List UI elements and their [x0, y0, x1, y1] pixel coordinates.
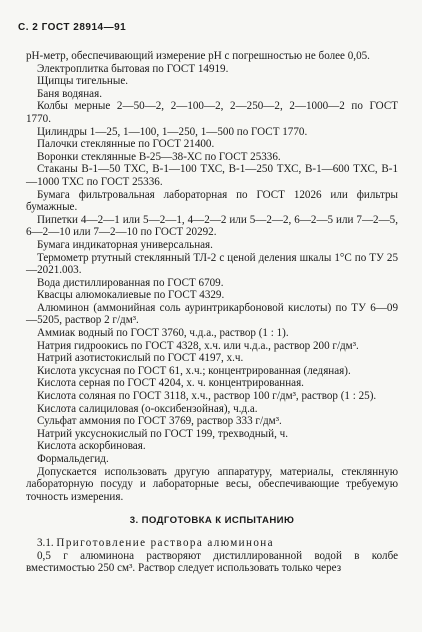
subsection-text: 0,5 г алюминона растворяют дистиллированной водой в колбе вместимостью 250 см³. Раствор следует использовать только через: [26, 549, 398, 575]
document-body: [26, 50, 398, 575]
paragraph: Аммиак водный по ГОСТ 3760, ч.д.а., раствор (1 : 1).: [37, 327, 289, 340]
paragraph: Сульфат аммония по ГОСТ 3769, раствор 333 г/дм³.: [37, 415, 282, 428]
paragraph: Кислота аскорбиновая.: [37, 440, 146, 453]
subsection-heading: [26, 537, 398, 550]
paragraph: Пипетки 4—2—1 или 5—2—1, 4—2—2 или 5—2—2, 6—2—5 или 7—2—5, 6—2—10 или 7—2—10 по ГОСТ 20292.: [26, 213, 398, 239]
paragraph: рН-метр, обеспечивающий измерение рН с погрешностью не более 0,05.: [26, 50, 370, 62]
paragraph: Кислота соляная по ГОСТ 3118, х.ч., раствор 100 г/дм³, раствор (1 : 25).: [37, 390, 377, 403]
paragraph: Формальдегид.: [37, 453, 109, 465]
paragraph: Колбы мерные 2—50—2, 2—100—2, 2—250—2, 2—1000—2 по ГОСТ 1770.: [26, 100, 398, 125]
section-title: 3. ПОДГОТОВКА К ИСПЫТАНИЮ: [129, 515, 295, 527]
paragraph: Кислота салициловая (о-оксибензойная), ч.д.а.: [37, 402, 258, 415]
paragraph: Цилиндры 1—25, 1—100, 1—250, 1—500 по ГОСТ 1770.: [37, 125, 308, 138]
paragraph: Алюминон (аммонийная соль ауринтрикарбоновой кислоты) по ТУ 6—09—5205, раствор 2 г/дм³.: [26, 301, 398, 327]
paragraph: Натрия гидроокись по ГОСТ 4328, х.ч. или ч.д.а., раствор 200 г/дм³.: [37, 339, 359, 352]
paragraph: Натрий азотистокислый по ГОСТ 4197, х.ч.: [37, 352, 244, 365]
page-header: С. 2 ГОСТ 28914—91: [18, 22, 127, 33]
paragraph: Допускается использовать другую аппаратуру, материалы, стеклянную лабораторную посуду и лабораторные весы, обеспечивающие требуемую точность измерения.: [26, 465, 398, 503]
paragraph: Электроплитка бытовая по ГОСТ 14919.: [37, 62, 229, 75]
paragraph: Кислота серная по ГОСТ 4204, х. ч. концентрированная.: [37, 377, 304, 390]
paragraph: Стаканы В-1—50 ТХС, В-1—100 ТХС, В-1—250 ТХС, В-1—600 ТХС, В-1—1000 ТХС по ГОСТ 25336.: [26, 163, 398, 188]
paragraph: Термометр ртутный стеклянный ТЛ-2 с ценой деления шкалы 1°С по ТУ 25—2021.003.: [26, 251, 398, 277]
paragraph: Кислота уксусная по ГОСТ 61, х.ч.; концентрированная (ледяная).: [37, 364, 351, 377]
paragraph: Баня водяная.: [37, 87, 102, 100]
paragraph: Воронки стеклянные В-25—38-ХС по ГОСТ 25336.: [37, 150, 281, 163]
paragraph: Бумага индикаторная универсальная.: [37, 238, 213, 251]
paragraph: Квасцы алюмокалиевые по ГОСТ 4329.: [37, 289, 225, 302]
paragraph: Щипцы тигельные.: [37, 75, 129, 88]
subsection-number: 3.1.: [37, 536, 54, 549]
paragraph: Палочки стеклянные по ГОСТ 21400.: [37, 138, 215, 151]
paragraph: Бумага фильтровальная лабораторная по ГОСТ 12026 или фильтры бумажные.: [26, 188, 398, 214]
subsection-title: Приготовление раствора алюминона: [56, 536, 274, 549]
paragraph: Натрий уксуснокислый по ГОСТ 199, трехводный, ч.: [37, 427, 288, 440]
paragraph: Вода дистиллированная по ГОСТ 6709.: [37, 276, 224, 289]
